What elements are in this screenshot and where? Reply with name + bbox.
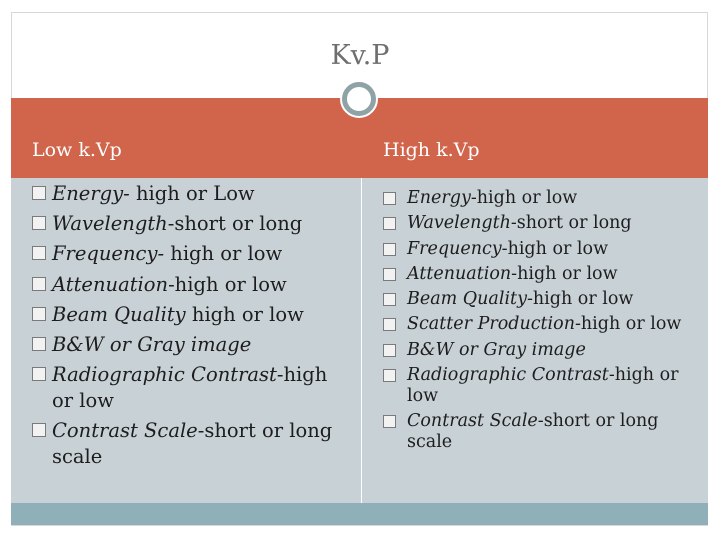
column-divider [361,178,362,503]
checkbox-bullet-icon [32,337,46,351]
list-item: B&W or Gray image [383,340,693,361]
list-item: Radiographic Contrast-high or low [32,362,352,414]
list-item: Scatter Production-high or low [383,314,693,335]
list-item: Attenuation-high or low [383,264,693,285]
checkbox-bullet-icon [383,344,396,357]
checkbox-bullet-icon [383,192,396,205]
footer-bar [11,503,708,525]
list-item: Radiographic Contrast-high or low [383,365,693,407]
list-item: Beam Quality-high or low [383,289,693,310]
high-kvp-heading: High k.Vp [383,139,480,161]
high-kvp-list [383,188,693,458]
list-item: Frequency-high or low [383,239,693,260]
list-item: Wavelength-short or long [383,213,693,234]
list-item: Wavelength-short or long [32,211,352,237]
low-kvp-list [32,181,352,475]
checkbox-bullet-icon [32,186,46,200]
list-item: Energy-high or low [383,188,693,209]
checkbox-bullet-icon [383,217,396,230]
checkbox-bullet-icon [383,318,396,331]
checkbox-bullet-icon [32,367,46,381]
list-item: Energy- high or Low [32,181,352,207]
list-item: Frequency- high or low [32,241,352,267]
low-kvp-heading: Low k.Vp [32,139,122,161]
checkbox-bullet-icon [383,293,396,306]
list-item: Contrast Scale-short or long scale [383,411,693,453]
checkbox-bullet-icon [32,246,46,260]
list-item: Contrast Scale-short or long scale [32,418,352,470]
checkbox-bullet-icon [32,307,46,321]
ring-icon [342,82,376,116]
checkbox-bullet-icon [383,268,396,281]
checkbox-bullet-icon [32,216,46,230]
checkbox-bullet-icon [383,369,396,382]
list-item: B&W or Gray image [32,332,352,358]
checkbox-bullet-icon [383,415,396,428]
list-item: Attenuation-high or low [32,272,352,298]
slide-title: Kv.P [330,40,390,71]
checkbox-bullet-icon [32,423,46,437]
checkbox-bullet-icon [383,243,396,256]
list-item: Beam Quality high or low [32,302,352,328]
checkbox-bullet-icon [32,277,46,291]
